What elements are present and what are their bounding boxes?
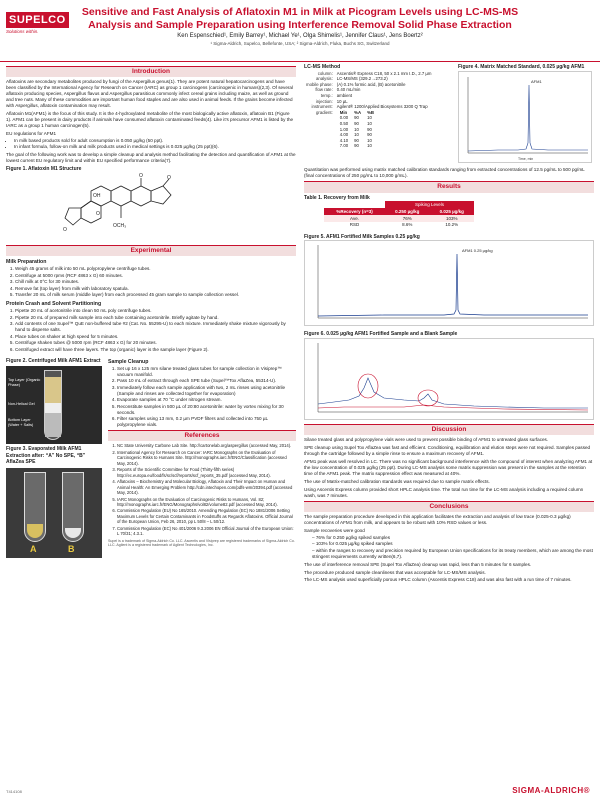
intro-p2: Aflatoxin M1(AFM1) is the focus of this study. It is the 4-hydroxylated metabolite of the most biologically active aflatoxin, aflatoxin B1 (Figure 1). AFM1 can be present in dairy products if animals have consumed aflatoxin contaminated feeds(4). Like it's precursor AFM1 is listed by the IARC as a group 1 human carcinogen(5). [6,111,294,129]
gradient-td: 7.00 [339,143,349,149]
gradient-table [337,110,377,149]
recovery-row [324,215,474,222]
results-heading: Results [304,181,594,192]
protein-step: 1. Pipette 20 mL of acetonitrile into clean 50 mL poly centrifuge tubes. [15,308,296,314]
reference-item: 3. Reports of the Scientific Committee for Food (Thirty-fifth series) http://ec.europa.eu/food/fs/sc/scf/reports/scf_reports_35.pdf (accessed May, 2014). [117,467,296,478]
tube-b [62,472,84,542]
tube-a-residue [27,524,43,538]
cleanup-and-refs [108,356,296,558]
title-block [70,6,530,47]
lcms-key: gradient: [316,109,333,115]
supelco-logo [6,12,66,35]
lcms-val: 10 µL [336,98,348,104]
label-a: A [30,543,37,554]
protein-step: 6. Centrifuged extract will have three layers. The top (organic) layer is the sample layer (Figure 2). [15,347,296,353]
gradient-row [337,121,377,127]
recovery-td: RSD [349,222,360,228]
tube-mid-layer [45,403,61,413]
fig1-label: OCH₃ [113,222,127,229]
lcms-key: temp.: [320,93,333,99]
label-b: B [68,543,75,554]
lcms-val: Ascentis® Express C18, 50 x 2.1 mm I.D., 2.7 µm [336,70,432,76]
recovery-row [324,222,474,229]
fig1-label: O [63,226,67,233]
table1-caption: Table 1. Recovery from Milk [304,194,370,201]
fig5-peak-label: AFM1 0.25 µg/kg [462,248,493,254]
lcms-table [304,71,433,149]
eu-label: EU regulations for AFM1 [6,131,57,137]
intro-p3: The goal of the following work was to develop a simple cleanup and analysis method facilitating the detection and quantification of AFM1 at the lowest current EU regulatory limit and within EU specified performance criteria(7). [6,152,296,164]
gradient-td: 90 [354,143,359,149]
cleanup-step: 5. Reconstitute samples in 500 µL of 20:80 acetonitrile: water by vortex mixing for 30 seconds. [117,404,296,416]
eu-list [14,138,296,150]
discussion-p: Using Ascentis Express column provided short HPLC analysis time. The total run time for the LC-MS analysis including a required column wash, was 7 minutes. [304,486,584,498]
cleanup-step: 6. Filter samples using 13 mm, 0.2 µm PVDF filters and collected into 750 µL polypropylene vials. [117,416,296,428]
recovery-item: – within the ranges to recovery and precision required by European Union specifications for its treaty members, which are among the most stringent requirements currently written(6,7). [312,547,593,559]
fig2-3-column [6,356,102,558]
discussion-p: The use of Matrix-matched calibration standards was required due to sample matrix effects. [304,478,490,484]
layer-mid-label: Non-Helical Gel [8,402,35,407]
discussion-p: Silane treated glass and polypropylene vials were used to prevent possible binding of AFM1 to untreated glass surfaces. [304,437,549,443]
sigma-aldrich-logo: SIGMA-ALDRICH® [512,786,590,795]
milk-prep-step: 4. Remove fat (top layer) from milk with laboratory spatula. [15,286,296,292]
fig4-chromatogram [458,71,592,163]
recovery-item: – 103% for 0.025 µg/kg spiked samples [312,541,393,547]
lcms-val: LC-MS/MS (329.2→273.2) [336,76,388,82]
gradient-td: 90 [354,115,359,121]
gradient-td: 4.10 [339,137,349,143]
fig4-caption: Figure 4. Matrix Matched Standard, 0.025 µg/kg AFM1 [458,64,585,70]
conclusions-p3: The procedure produced sample cleanliness that was acceptable for LC-MS/MS analysis. [304,569,486,575]
recovery-th: 0.025 µg/kg [430,208,475,215]
lcms-key: flow rate: [315,87,333,93]
discussion-p: SPE cleanup using Supel Tox AflaZea was fast and efficient. Conditioning, equilibration and elution steps were not required. Samples passed through the cartridge followed by a simple rinse to ensure a maximum recovery of AFM1. [304,445,591,457]
tube-top-layer [45,377,61,403]
fig2-caption: Figure 2. Centrifuged Milk AFM1 Extract [6,357,101,364]
right-column [304,64,594,585]
protein-step: 3. Add contents of one Supel™ QuE non-buffered tube #2 (Cat. No. 55295-U) to each mixture. Immediately shake mixture vigorously by hand to disperse salts. [15,321,296,333]
blank-cell [324,201,385,208]
recovery-td: 10.2% [445,222,459,228]
lcms-row [304,104,433,110]
recovery-item: – 76% for 0.250 µg/kg spiked samples [312,534,390,540]
logo-tagline: Solutions within. [6,29,39,35]
gradient-th: Min [339,109,348,115]
references-list [117,443,296,536]
fig1-label: O [167,174,171,181]
fig5-frame [305,241,594,326]
conclusions-p1: The sample preparation procedure developed in this application facilitates the extraction and analysis of low trace (0.025-0.3 µg/kg) concentrations of AFM1 from milk, and appears to be robust with 10% RSD values or less. [304,514,571,526]
fig3-caption: Figure 3. Evaporated Milk AFM1 Extraction after: “A” No SPE, “B” AflaZea SPE [6,446,86,466]
recovery-item-text: 103% for 0.025 µg/kg spiked samples [315,541,393,547]
lcms-row [304,110,433,149]
fig3-image [6,468,102,558]
lcms-key: mobile phase: [306,81,333,87]
milk-prep-step: 1. Weigh 45 grams of milk into 50 mL polypropylene centrifuge tubes. [15,266,296,272]
fig1-caption: Figure 1. Aflatoxin M1 Structure [6,166,82,173]
tube-shape [44,370,62,440]
gradient-td: 10 [367,137,372,143]
recovery-table [324,201,474,228]
milk-prep-step: 2. Centrifuge at 5000 rpms (RCF 4863 x G) 60 minutes. [15,273,296,279]
recovery-th: %Recovery (n=3) [324,208,385,215]
gradient-td: 10 [354,126,359,132]
layer-top-label: Top Layer (Organic Phase) [8,378,41,388]
cleanup-step: 2. Pass 10 mL of extract through each SPE tube (Supel™Tox AflaZea, 55314-U). [117,378,296,384]
gradient-td: 1.00 [339,126,349,132]
fig1-label: O [96,210,100,217]
cleanup-step: 4. Evaporate samples at 70 °C under nitrogen stream. [117,397,296,403]
discussion-p: AFM1 peak was well resolved in LC. There was no significant background interference with the compound of interest when analyzing AFM1 at the low concentration of 0.025 µg/kg (25 ppt). During LC-MS analysis some matrix suppression was present in the samples at the retention time of the AFM1 peak. The matrix suppression effect was measured at 40%. [304,459,593,476]
recovery-td: 103% [430,215,475,222]
fig4-peak-label: AFM1 [531,78,542,84]
gradient-th: %B [367,109,375,115]
fig2-image [6,366,102,444]
gradient-row [337,132,377,138]
reference-item: 4. Aflatoxins – Biochemistry and Molecular Biology, Aflatoxin and Their Impact on Human and Animal Health: An Emerging Problem http://cdn.intechopen.com/pdfs-wm/20394.pdf (accessed May, 2014). [117,479,296,495]
layer-bottom-label: Bottom Layer (Water + Salts) [8,418,34,428]
recovery-td: 76% [385,215,429,222]
figs-and-cleanup [6,356,296,558]
recovery-head-row [324,208,474,215]
recovery-td: 8.6% [402,222,413,228]
aflatoxin-structure-svg [51,173,251,243]
recovery-list [312,535,594,560]
recovery-item-text: within the ranges to recovery and precision required by European Union specifications for its treaty members, which are among the most stringent requirements currently written(6,7). [312,547,593,559]
reference-item: 5. IARC Monographs on the Evaluation of Carcinogenic Risks to Humans, Vol. 82; http://monographs.iarc.fr/ENG/Monographs/vol82/volume82.pdf (accessed May, 2014). [117,497,296,508]
lcms-key: column: [317,70,333,76]
fig1-label: OH [93,192,101,199]
fig4-xlabel: Time, min [518,156,534,161]
fig1-structure [6,173,296,243]
lcms-and-fig4 [304,64,594,164]
left-column [6,64,296,558]
gradient-td: 90 [367,126,372,132]
cleanup-step: 3. Immediately follow each sample application with two, 2 mL rinses using acetonitrile (Sample and rinses are collected together for evaporation) [117,385,296,397]
cleanup-list [117,366,296,428]
experimental-heading: Experimental [6,245,296,256]
fig5-chromatogram [304,240,594,326]
gradient-td: 4.00 [339,132,349,138]
poster-footer [0,784,600,800]
authors: Ken Espenschied¹, Emily Barrey¹, Michael Ye¹, Olga Shimelis¹, Jennifer Claus¹, Jens Boertz² [177,33,423,40]
gradient-td: 10 [367,120,372,126]
gradient-th: %A [354,109,362,115]
gradient-td: 0.50 [339,120,349,126]
quant-text: Quantitation was performed using matrix matched calibration standards ranging from extracted concentrations of 12.5 pg/mL to 500 pg/mL (final concentrations of 250 pg/mL to 10,000 g/mL). [304,167,585,179]
lcms-method [304,64,454,164]
intro-p1: Aflatoxins are secondary metabolites produced by fungi of the Aspergillus genus(1). They are potent natural hepatocarcinogens and have been classified by the International Agency for Research on Cancer (IARC) as group 1 carcinogens (carcinogenic in humans)(2,3). Of several aflatoxin producing species, Aspergillus flavus and Aspergillus parasiticus commonly infect cereal grains including maize, as well as ground and tree nuts. Many of these commodities are important human food staples and are also used in animal feeds. If the grains become infected with Aspergillus, aflatoxin contamination may result. [6,79,293,109]
gradient-td: 0.00 [339,115,349,121]
recovery-label: Sample recoveries were good [304,528,365,534]
eu-item: • In infant formula, follow-on milk and milk products used in medical settings is 0.025 µg/kg (25 ppt)(6). [14,144,296,150]
fig6-chromatogram [304,338,594,420]
gradient-row [337,143,377,149]
tube-a [24,472,46,542]
poster-header [0,0,600,62]
reference-item: 2. International Agency for Research on Cancer: IARC Monographs on the Evaluation of Carcinogenic Risks to Humans Site. http://monographs.iarc.fr/ENG/Classification (accessed May, 2014). [117,450,296,466]
fig4 [458,64,594,164]
recovery-item-text: 76% for 0.250 µg/kg spiked samples [315,534,390,540]
recovery-th: 0.250 µg/kg [385,208,429,215]
poster-title: Sensitive and Fast Analysis of Aflatoxin M1 in Milk at Picogram Levels using LC-MS-MS Analysis and Sample Preparation using Interference Removal Solid Phase Extraction [81,6,519,31]
conclusions-heading: Conclusions [304,501,594,512]
reference-item: 1. NC State University Carbone Lab Site. http://cartonelab.org/aspergillus (accessed May, 2014). [117,443,296,448]
conclusions-p4: The LC-MS analysis used superficially porous HPLC column (Ascentis Express C18) and was also fast with a run time of 7 minutes. [304,577,572,583]
gradient-td: 90 [354,137,359,143]
lcms-val: ambient [336,93,353,99]
span-head: Spiking Levels [385,201,474,208]
lcms-val: (A) 0.1% formic acid, (B) acetonitrile [336,81,406,87]
tube-b-residue [65,528,81,538]
milk-prep-step: 5. Transfer 20 mL of milk serum (middle layer) from each processed 45 gram sample to sample collection vessel. [15,292,296,298]
logo-text: SUPELCO [6,12,69,28]
lcms-key: injection: [315,98,333,104]
intro-heading: Introduction [6,66,296,77]
tube-bottom-layer [45,413,61,437]
lcms-val: 0.40 mL/min [336,87,361,93]
lcms-heading: LC-MS Method [304,64,341,70]
gradient-td: 90 [354,120,359,126]
fig1-label: O [139,172,143,179]
lcms-key: analysis: [316,76,333,82]
gradient-td: 10 [354,132,359,138]
protein-step: 2. Pipette 20 mL of prepared milk sample into each tube containing acetonitrile. Briefly agitate by hand. [15,315,296,321]
protein-list [15,308,296,352]
references-heading: References [108,430,296,441]
protein-step: 5. Centrifuge shaken tubes @ 5000 rpm (RCF 4863 x G) for 20 minutes. [15,340,296,346]
milk-prep-step: 3. Chill milk at 0°C for 30 minutes. [15,279,296,285]
fig5-caption: Figure 5. AFM1 Fortified Milk Samples 0.25 µg/kg [304,233,420,240]
lcms-val: Agilent® 1200/Applied Biosystems 3200 Q Trap [336,104,428,110]
recovery-span-row [324,201,474,208]
doc-code: T414108 [6,789,22,794]
gradient-td: 10 [367,115,372,121]
reference-item: 6. Commission Regulation (EU) No 165/2010. Amending Regulation (EC) No 1881/2006 Setting Maximum Levels for Certain Contaminants in Foodstuffs as Regards Aflatoxins. Official Journal of the European Union, Feb 26, 2010, pp L 50/8 – L 50/12. [117,508,296,524]
reference-item: 7. Commission Regulation (EC) No 401/2006 9.3.2006 EN Official Journal of the European Union: L 70/31; 4.3.1. [117,526,296,537]
milk-prep-title: Milk Preparation [6,258,47,265]
cleanup-title: Sample Cleanup [108,358,149,365]
eu-item: • In milk based products sold for adult consumption is 0.050 µg/kg (50 ppt). [14,138,296,144]
fig6-caption: Figure 6. 0.025 µg/kg AFM1 Fortified Sample and a Blank Sample [304,331,458,338]
recovery-td: Ave. [324,215,385,222]
trademark-note: Supel is a trademark of Sigma-Aldrich Co. LLC. Ascentis and Visiprep are registered trademarks of Sigma-Aldrich Co. LLC. Agilent is a registered trademark of Agilent Technologies, Inc. [108,538,295,548]
gradient-cell [335,110,434,149]
protein-step: 4. Place tubes on shaker at high speed for 5 minutes. [15,334,296,340]
lcms-key: instrument: [311,104,333,110]
protein-title: Protein Crash and Solvent Partitioning [6,301,102,308]
gradient-td: 90 [367,132,372,138]
discussion-heading: Discussion [304,424,594,435]
milk-prep-list [15,266,296,298]
gradient-td: 10 [367,143,372,149]
conclusions-p2: The use of interference removal SPE (Supel Tox AflaZea) cleanup was rapid, less than 5 minutes for 6 samples. [304,561,532,567]
affiliation: ¹ Sigma-Aldrich, Supelco, Bellefonte, USA; ² Sigma-Aldrich, Fluka, Buchs SG, Switzerland [210,40,390,46]
cleanup-step: 1. Set up 16 x 125 mm silane treated glass tubes for sample collection in Visiprep™ vacuum manifold. [117,366,296,378]
